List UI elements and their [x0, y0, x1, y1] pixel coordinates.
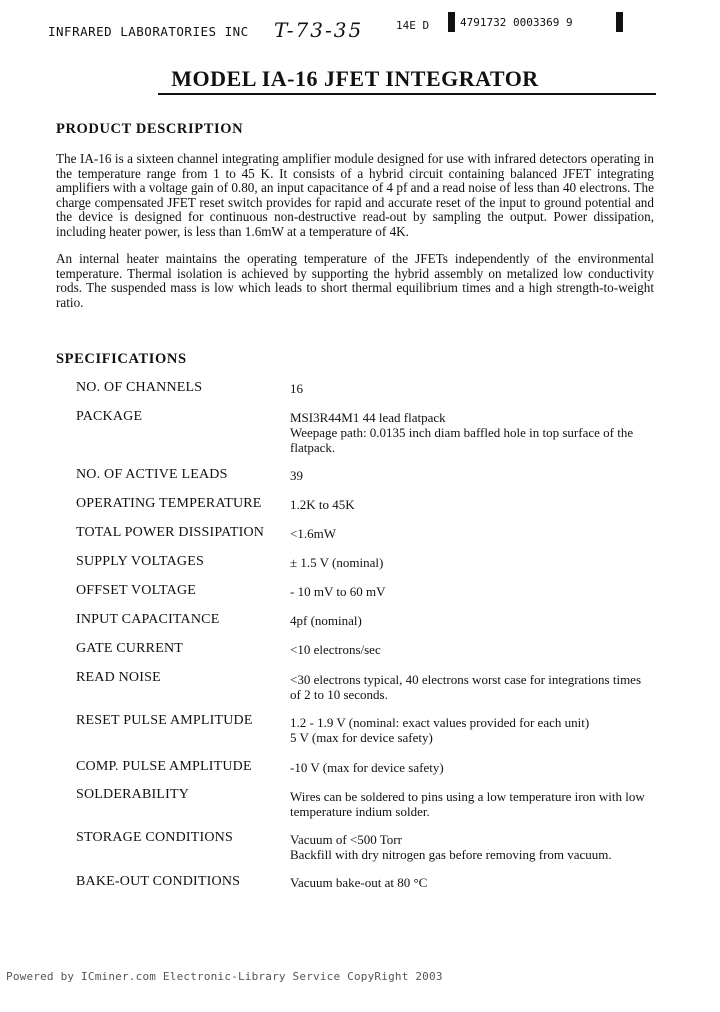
document-header — [48, 16, 648, 42]
spec-label-reset-pulse: RESET PULSE AMPLITUDE — [76, 713, 253, 728]
spec-label-solderability: SOLDERABILITY — [76, 787, 190, 802]
spec-label-operating-temperature: OPERATING TEMPERATURE — [76, 496, 262, 511]
spec-value-storage: Vacuum of <500 Torr — [290, 832, 402, 847]
spec-value-package: MSI3R44M1 44 lead flatpack — [290, 410, 446, 425]
spec-label-package: PACKAGE — [76, 409, 143, 424]
spec-value-comp-pulse: -10 V (max for device safety) — [290, 760, 444, 775]
spec-label-power-dissipation: TOTAL POWER DISSIPATION — [76, 525, 265, 540]
spec-label-offset-voltage: OFFSET VOLTAGE — [76, 583, 197, 598]
spec-label-comp-pulse: COMP. PULSE AMPLITUDE — [76, 759, 252, 774]
specifications-heading: SPECIFICATIONS — [56, 351, 187, 367]
spec-value-bake-out: Vacuum bake-out at 80 °C — [290, 875, 428, 890]
spec-label-active-leads: NO. OF ACTIVE LEADS — [76, 467, 228, 482]
handwritten-code: T-73-35 — [274, 18, 364, 42]
spec-label-read-noise: READ NOISE — [76, 670, 161, 685]
barcode-mark-right — [616, 12, 623, 32]
barcode-mark-left — [448, 12, 455, 32]
spec-value-storage-backfill: Backfill with dry nitrogen gas before removing from vacuum. — [290, 847, 612, 862]
spec-value-input-capacitance: 4pf (nominal) — [290, 613, 362, 628]
spec-value-channels: 16 — [290, 381, 303, 396]
spec-value-gate-current: <10 electrons/sec — [290, 642, 381, 657]
spec-value-active-leads: 39 — [290, 468, 303, 483]
spec-value-read-noise: <30 electrons typical, 40 electrons worst case for integrations times of 2 to 10 seconds. — [290, 672, 642, 702]
spec-value-package-note: Weepage path: 0.0135 inch diam baffled hole in top surface of the flatpack. — [290, 425, 634, 455]
spec-label-bake-out: BAKE-OUT CONDITIONS — [76, 874, 241, 889]
description-paragraph-1: The IA-16 is a sixteen channel integrating amplifier module designed for use with infrared detectors operating in the temperature range from 1 to 45 K. It consists of a hybrid circuit containing balanced JFET integrating amplifiers with a voltage gain of 0.80, an input capacitance of 4 pf and a read noise of less than 40 electrons. The charge compensated JFET reset switch provides for rapid and accurate reset of the input to ground potential and the device is designed for continuous non-destructive read-out by sampling the output. Power dissipation, including heater power, is less than 1.6mW at a temperature of 4K. — [56, 151, 654, 239]
spec-label-input-capacitance: INPUT CAPACITANCE — [76, 612, 220, 627]
spec-label-gate-current: GATE CURRENT — [76, 641, 184, 656]
footer-watermark: Powered by ICminer.com Electronic-Library Service CopyRight 2003 — [6, 970, 443, 983]
section-code: 14E D — [396, 19, 430, 32]
spec-label-channels: NO. OF CHANNELS — [76, 380, 203, 395]
spec-label-storage: STORAGE CONDITIONS — [76, 830, 233, 845]
spec-value-offset-voltage: - 10 mV to 60 mV — [290, 584, 386, 599]
page-title: MODEL IA-16 JFET INTEGRATOR — [171, 66, 539, 91]
spec-label-supply-voltages: SUPPLY VOLTAGES — [76, 554, 204, 569]
spec-value-operating-temperature: 1.2K to 45K — [290, 497, 355, 512]
title-underline — [158, 93, 656, 95]
product-description-heading: PRODUCT DESCRIPTION — [56, 121, 244, 137]
spec-value-power-dissipation: <1.6mW — [290, 526, 336, 541]
document-number: 4791732 0003369 9 — [460, 16, 573, 29]
spec-value-reset-pulse: 1.2 - 1.9 V (nominal: exact values provided for each unit) — [290, 715, 590, 730]
company-name: INFRARED LABORATORIES INC — [48, 24, 249, 39]
spec-value-supply-voltages: ± 1.5 V (nominal) — [290, 555, 384, 570]
description-paragraph-2: An internal heater maintains the operating temperature of the JFETs independently of the environmental temperature. Thermal isolation is achieved by supporting the hybrid assembly on metalized low conductivity rods. The suspended mass is low which leads to short thermal equilibrium times and a high strength-to-weight ratio. — [56, 251, 654, 310]
spec-value-solderability: Wires can be soldered to pins using a low temperature iron with low temperature indium solder. — [290, 789, 645, 819]
spec-value-reset-pulse-max: 5 V (max for device safety) — [290, 730, 433, 745]
